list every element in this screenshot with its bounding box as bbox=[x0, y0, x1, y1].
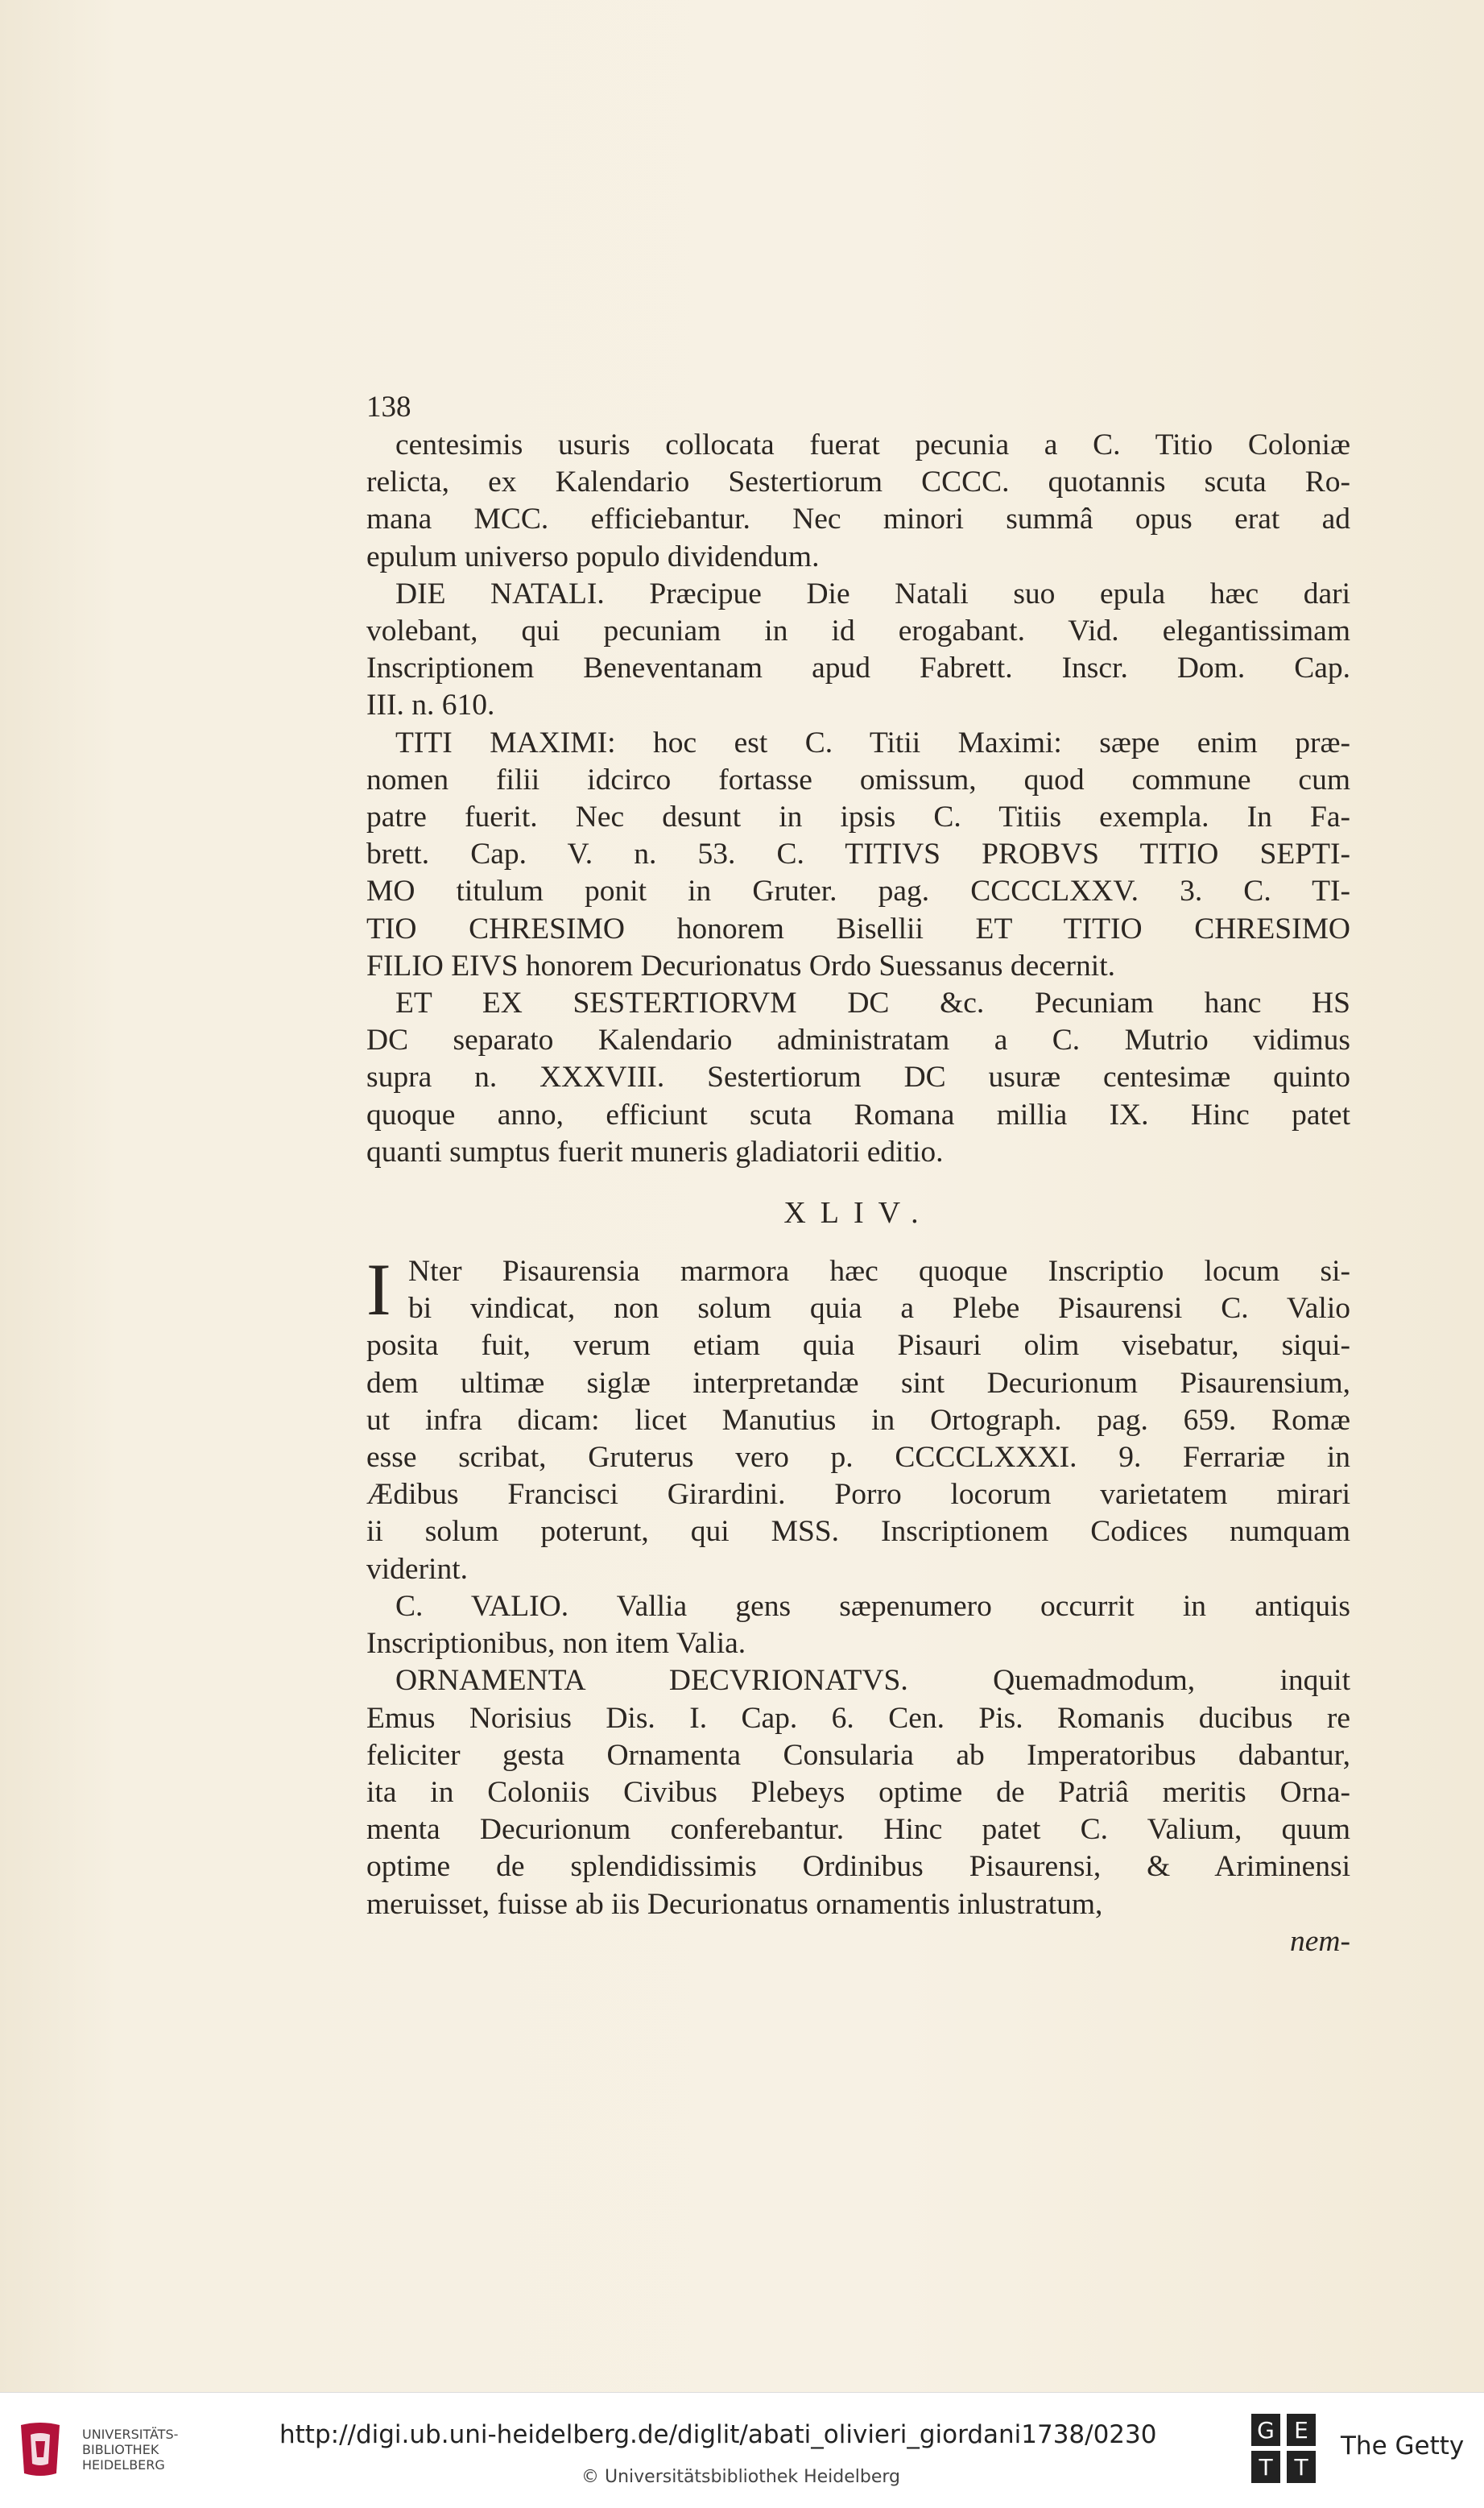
getty-logo-icon[interactable] bbox=[1248, 2411, 1319, 2486]
text-line: ET EX SESTERTIORVM DC &c. Pecuniam hanc HS bbox=[395, 987, 1350, 1020]
copyright-notice: © Universitätsbibliothek Heidelberg bbox=[581, 2467, 901, 2487]
text-line: MO titulum ponit in Gruter. pag. CCCCLXXV. 3. C. TI- bbox=[366, 875, 1350, 908]
text-line: nomen filii idcirco fortasse omissum, quod commune cum bbox=[366, 763, 1350, 797]
getty-logo-letter: E bbox=[1294, 2417, 1308, 2444]
page-number: 138 bbox=[366, 391, 411, 424]
digital-object-url[interactable]: http://digi.ub.uni-heidelberg.de/diglit/abati_olivieri_giordani1738/0230 bbox=[279, 2420, 1157, 2449]
getty-logo-letter: G bbox=[1257, 2417, 1275, 2444]
library-name-line: HEIDELBERG bbox=[82, 2457, 165, 2473]
text-line: meruisset, fuisse ab iis Decurionatus ornamentis inlustratum, bbox=[366, 1887, 1103, 1921]
section-heading: XLIV. bbox=[783, 1196, 933, 1231]
paragraph bbox=[366, 427, 1350, 576]
text-line: feliciter gesta Ornamenta Consularia ab Imperatoribus dabantur, bbox=[366, 1738, 1350, 1772]
text-line: DC separato Kalendario administratam a C. Mutrio vidimus bbox=[366, 1024, 1350, 1057]
partner-name: The Getty bbox=[1341, 2431, 1465, 2460]
text-line: optime de splendidissimis Ordinibus Pisaurensi, & Ariminensi bbox=[366, 1850, 1350, 1884]
text-line: mana MCC. efficiebantur. Nec minori summâ opus erat ad bbox=[366, 503, 1350, 536]
text-line: TIO CHRESIMO honorem Bisellii ET TITIO CHRESIMO bbox=[366, 912, 1350, 946]
text-line: Nter Pisaurensia marmora hæc quoque Inscriptio locum si- bbox=[408, 1255, 1350, 1289]
library-name-line: UNIVERSITÄTS- bbox=[82, 2427, 179, 2442]
paragraph bbox=[366, 1662, 1350, 1922]
text-line: brett. Cap. V. n. 53. C. TITIVS PROBVS TITIO SEPTI- bbox=[366, 838, 1350, 871]
text-line: C. VALIO. Vallia gens sæpenumero occurrit in antiquis bbox=[395, 1589, 1350, 1623]
text-line: DIE NATALI. Præcipue Die Natali suo epula hæc dari bbox=[395, 577, 1350, 610]
getty-logo-letter: T bbox=[1294, 2454, 1308, 2481]
ub-heidelberg-logo-icon bbox=[16, 2420, 64, 2478]
text-line: volebant, qui pecuniam in id erogabant. Vid. elegantissimam bbox=[366, 615, 1350, 648]
text-line: bi vindicat, non solum quia a Plebe Pisaurensi C. Valio bbox=[408, 1292, 1350, 1326]
text-line: TITI MAXIMI: hoc est C. Titii Maximi: sæpe enim præ- bbox=[395, 726, 1350, 759]
text-line: ORNAMENTA DECVRIONATVS. Quemadmodum, inquit bbox=[395, 1664, 1350, 1698]
text-line: ut infra dicam: licet Manutius in Ortograph. pag. 659. Romæ bbox=[366, 1403, 1350, 1437]
first-paragraph-lines bbox=[366, 1248, 1350, 1588]
getty-logo-letter: T bbox=[1259, 2454, 1273, 2481]
catchword: nem- bbox=[1290, 1924, 1350, 1958]
text-line: Inscriptionem Beneventanam apud Fabrett. Inscr. Dom. Cap. bbox=[366, 652, 1350, 685]
library-name-line: BIBLIOTHEK bbox=[82, 2442, 159, 2457]
text-line: menta Decurionum conferebantur. Hinc patet C. Valium, quum bbox=[366, 1813, 1350, 1847]
paragraph bbox=[366, 576, 1350, 725]
top-paragraphs bbox=[366, 427, 1350, 1171]
text-line: Emus Norisius Dis. I. Cap. 6. Cen. Pis. Romanis ducibus re bbox=[366, 1701, 1350, 1735]
text-line: Inscriptionibus, non item Valia. bbox=[366, 1627, 746, 1661]
page-text bbox=[366, 391, 1350, 1960]
ub-heidelberg-logo[interactable] bbox=[16, 2409, 193, 2493]
text-line: epulum universo populo dividendum. bbox=[366, 540, 820, 573]
text-line: Ædibus Francisci Girardini. Porro locorum varietatem mirari bbox=[366, 1478, 1350, 1512]
text-line: posita fuit, verum etiam quia Pisauri olim visebatur, siqui- bbox=[366, 1329, 1350, 1363]
text-line: relicta, ex Kalendario Sestertiorum CCCC. quotannis scuta Ro- bbox=[366, 466, 1350, 499]
dropcap-letter: I bbox=[366, 1248, 391, 1331]
text-line: esse scribat, Gruterus vero p. CCCCLXXXI. 9. Ferrariæ in bbox=[366, 1441, 1350, 1475]
bottom-paragraphs bbox=[366, 1588, 1350, 1923]
paragraph bbox=[366, 1588, 1350, 1662]
dropcap-block bbox=[366, 1248, 1350, 1588]
first-paragraph bbox=[366, 1248, 1350, 1588]
text-line: centesimis usuris collocata fuerat pecunia a C. Titio Coloniæ bbox=[395, 428, 1350, 461]
text-line: quoque anno, efficiunt scuta Romana millia IX. Hinc patet bbox=[366, 1098, 1350, 1132]
text-line: III. n. 610. bbox=[366, 689, 495, 722]
text-line: supra n. XXXVIII. Sestertiorum DC usuræ centesimæ quinto bbox=[366, 1061, 1350, 1095]
viewer-footer bbox=[0, 2392, 1484, 2508]
text-line: patre fuerit. Nec desunt in ipsis C. Titiis exempla. In Fa- bbox=[366, 801, 1350, 834]
text-line: viderint. bbox=[366, 1552, 469, 1586]
text-line: ii solum poterunt, qui MSS. Inscriptionem Codices numquam bbox=[366, 1515, 1350, 1549]
text-line: quanti sumptus fuerit muneris gladiatorii editio. bbox=[366, 1135, 944, 1169]
text-line: dem ultimæ siglæ interpretandæ sint Decurionum Pisaurensium, bbox=[366, 1366, 1350, 1400]
text-line: FILIO EIVS honorem Decurionatus Ordo Suessanus decernit. bbox=[366, 949, 1116, 983]
library-name bbox=[82, 2427, 178, 2473]
paragraph bbox=[366, 985, 1350, 1171]
paragraph bbox=[366, 725, 1350, 985]
text-line: ita in Coloniis Civibus Plebeys optime de Patriâ meritis Orna- bbox=[366, 1775, 1350, 1809]
